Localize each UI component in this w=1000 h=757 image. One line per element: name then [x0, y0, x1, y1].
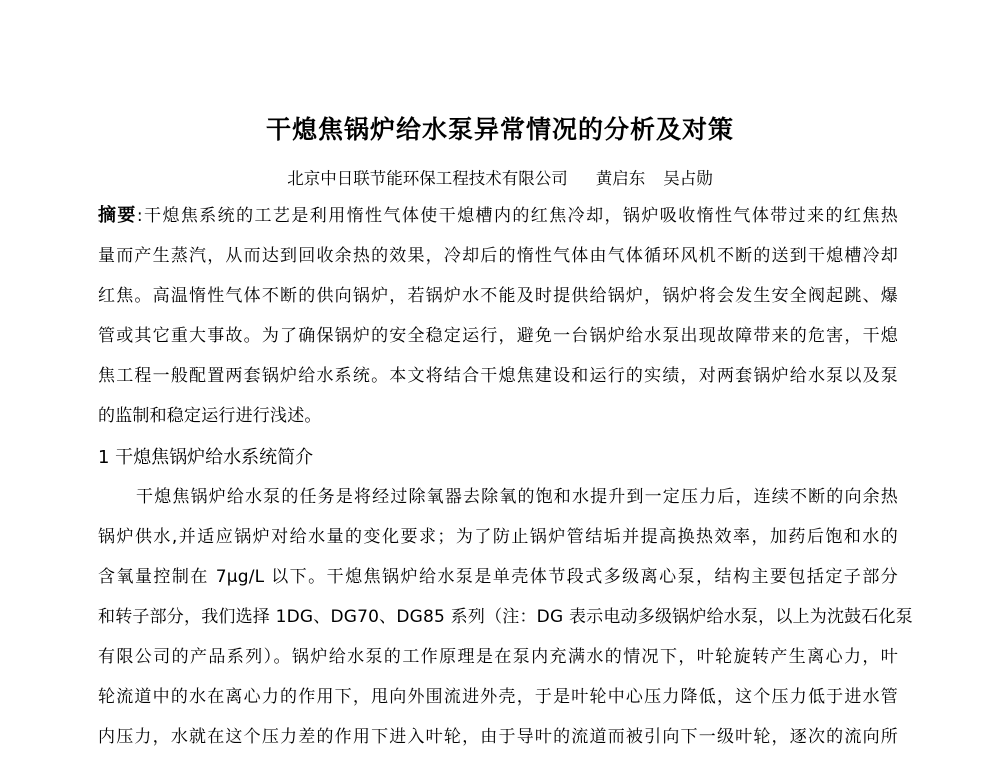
section-heading: 1 干熄焦锅炉给水系统简介 [98, 447, 314, 468]
body-line-4: 和转子部分，我们选择 1DG、DG70、DG85 系列（注：DG 表示电动多级锅炉给水泵，以上为沈鼓石化泵 [98, 607, 913, 627]
abstract-line-6: 的监制和稳定运行进行浅述。 [98, 406, 322, 426]
body-line-7: 内压力，水就在这个压力差的作用下进入叶轮，由于导叶的流道而被引向下一级叶轮，逐次的流向所 [98, 727, 898, 747]
abstract-label: 摘要 [98, 205, 137, 226]
author-line [0, 165, 1000, 189]
author-name-1: 黄启东 [595, 169, 646, 188]
body-line-3: 含氧量控制在 7μg/L 以下。干熄焦锅炉给水泵是单壳体节段式多级离心泵，结构主要包括定子部分 [98, 567, 898, 587]
body-line-5: 有限公司的产品系列）。锅炉给水泵的工作原理是在泵内充满水的情况下，叶轮旋转产生离心力，叶 [98, 647, 898, 667]
body-line-1: 干熄焦锅炉给水泵的任务是将经过除氧器去除氧的饱和水提升到一定压力后，连续不断的向余热 [136, 487, 898, 507]
organization: 北京中日联节能环保工程技术有限公司 [287, 169, 568, 188]
author-name-2: 吴占勋 [663, 169, 713, 188]
abstract-line-5: 焦工程一般配置两套锅炉给水系统。本文将结合干熄焦建设和运行的实绩，对两套锅炉给水泵以及泵 [98, 366, 898, 386]
body-line-6: 轮流道中的水在离心力的作用下，甩向外围流进外壳，于是叶轮中心压力降低，这个压力低于进水管 [98, 687, 898, 707]
body-line-2: 锅炉供水,并适应锅炉对给水量的变化要求；为了防止锅炉管结垢并提高换热效率，加药后饱和水的 [98, 527, 898, 547]
abstract-line-2: 量而产生蒸汽，从而达到回收余热的效果，冷却后的惰性气体由气体循环风机不断的送到干熄槽冷却 [98, 246, 898, 266]
abstract-line-4: 管或其它重大事故。为了确保锅炉的安全稳定运行，避免一台锅炉给水泵出现故障带来的危害，干熄 [98, 326, 898, 346]
paper-title: 干熄焦锅炉给水泵异常情况的分析及对策 [265, 115, 734, 144]
abstract-line-1: 摘要:干熄焦系统的工艺是利用惰性气体使干熄槽内的红焦冷却，锅炉吸收惰性气体带过来的红焦热 [98, 205, 898, 226]
abstract-line-3: 红焦。高温惰性气体不断的供向锅炉，若锅炉水不能及时提供给锅炉，锅炉将会发生安全阀起跳、爆 [98, 286, 898, 306]
